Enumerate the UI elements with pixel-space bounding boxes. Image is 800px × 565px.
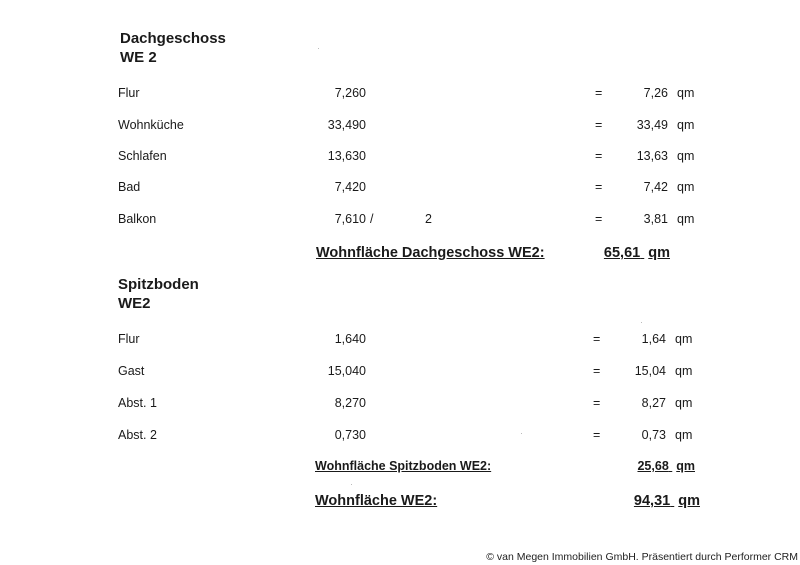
room-measure: 7,260: [334, 86, 366, 100]
room-label: Abst. 2: [118, 428, 157, 442]
scan-speck: [641, 322, 642, 323]
section-title-dachgeschoss: Dachgeschoss WE 2: [120, 30, 226, 66]
area-unit: qm: [675, 332, 693, 346]
room-measure: 0,730: [334, 428, 366, 442]
room-measure: 15,040: [327, 364, 366, 378]
area-unit: qm: [675, 428, 693, 442]
equals-sign: =: [595, 212, 603, 226]
scan-speck: [521, 433, 522, 434]
room-measure: 7,610: [334, 212, 366, 226]
area-unit: qm: [675, 364, 693, 378]
room-area: 8,27: [641, 396, 666, 410]
area-unit: qm: [677, 212, 695, 226]
area-unit: qm: [675, 396, 693, 410]
scan-speck: [351, 484, 352, 485]
subtotal-label-spitzboden: Wohnfläche Spitzboden WE2:: [315, 459, 492, 473]
room-label: Flur: [118, 332, 140, 346]
copyright-footer: © van Megen Immobilien GmbH. Präsentiert durch Performer CRM: [486, 551, 798, 563]
room-measure: 1,640: [334, 332, 366, 346]
room-label: Bad: [118, 180, 141, 194]
subtotal-label-dachgeschoss: Wohnfläche Dachgeschoss WE2:: [316, 245, 545, 261]
room-area: 7,26: [643, 86, 668, 100]
room-label: Flur: [118, 86, 140, 100]
subtotal-value-dachgeschoss: 65,61 qm: [603, 245, 670, 261]
grand-total-label: Wohnfläche WE2:: [315, 493, 438, 509]
grand-total-value: 94,31 qm: [633, 493, 700, 509]
scan-speck: [318, 48, 319, 49]
room-label: Abst. 1: [118, 396, 157, 410]
room-area: 0,73: [641, 428, 666, 442]
area-unit: qm: [677, 118, 695, 132]
room-measure: 13,630: [327, 149, 366, 163]
table-row: [0, 396, 800, 416]
room-measure: 7,420: [334, 180, 366, 194]
table-row: [0, 118, 800, 138]
equals-sign: =: [593, 428, 601, 442]
subtotal-value-spitzboden: 25,68 qm: [637, 459, 695, 473]
equals-sign: =: [593, 332, 601, 346]
room-label: Wohnküche: [118, 118, 184, 132]
room-area: 33,49: [636, 118, 668, 132]
table-row: [0, 149, 800, 169]
equals-sign: =: [595, 149, 603, 163]
area-unit: qm: [677, 86, 695, 100]
table-row: [0, 428, 800, 448]
area-unit: qm: [677, 149, 695, 163]
room-measure: 8,270: [334, 396, 366, 410]
table-row: [0, 86, 800, 106]
room-label: Schlafen: [118, 149, 167, 163]
table-row: [0, 212, 800, 232]
equals-sign: =: [595, 180, 603, 194]
area-unit: qm: [677, 180, 695, 194]
table-row: [0, 180, 800, 200]
room-area: 15,04: [634, 364, 666, 378]
division-sign: /: [370, 212, 374, 226]
equals-sign: =: [595, 86, 603, 100]
equals-sign: =: [595, 118, 603, 132]
equals-sign: =: [593, 364, 601, 378]
room-area: 3,81: [643, 212, 668, 226]
room-area: 13,63: [636, 149, 668, 163]
room-label: Balkon: [118, 212, 157, 226]
room-area: 7,42: [643, 180, 668, 194]
equals-sign: =: [593, 396, 601, 410]
room-measure: 33,490: [327, 118, 366, 132]
room-label: Gast: [118, 364, 145, 378]
table-row: [0, 364, 800, 384]
room-area: 1,64: [641, 332, 666, 346]
table-row: [0, 332, 800, 352]
section-title-spitzboden: Spitzboden WE2: [118, 276, 199, 312]
divisor: 2: [425, 212, 432, 226]
